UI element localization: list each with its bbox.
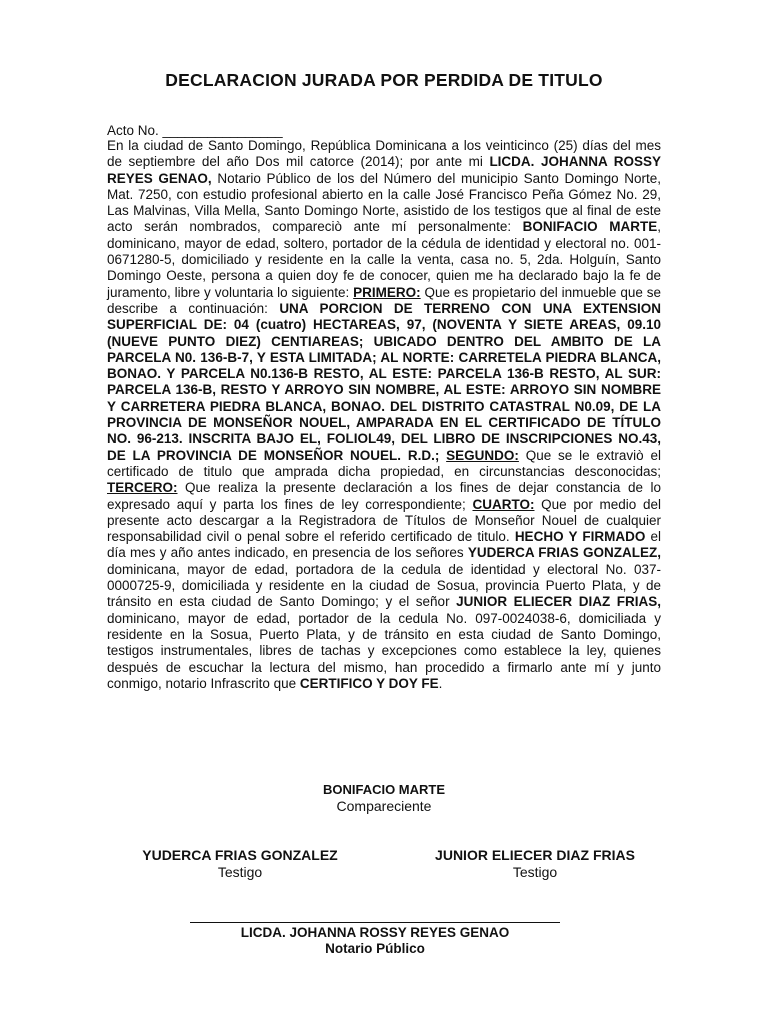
witness-1-name-inline: YUDERCA FRIAS GONZALEZ,	[467, 545, 661, 561]
signature-name: JUNIOR ELIECER DIAZ FRIAS	[435, 847, 635, 863]
body-text-segment: Notario Público de los del Número del municipio Santo Domingo Norte, Mat. 7250, con estudio profesional abierto en la calle José Francisco Peña Gómez No. 29, Las Malvinas, Villa Mella, Santo Domingo Norte, asistido de los testigos que al final de este acto serán nombrados, compareciò ante mí personalmente:	[107, 170, 661, 235]
document-title: DECLARACION JURADA POR PERDIDA DE TITULO	[165, 70, 603, 90]
signature-role: Compareciente	[336, 798, 432, 814]
clause-cuarto-heading: CUARTO:	[472, 496, 535, 512]
body-text-segment: el día mes y año antes indicado, en presencia de los señores	[107, 529, 661, 561]
signature-role: Testigo	[217, 864, 263, 880]
declaration-body	[107, 138, 661, 692]
signature-block-testigo-2	[395, 847, 675, 880]
body-text-segment: .	[438, 675, 443, 691]
notary-signature-line	[190, 922, 560, 923]
body-text-segment: Que se le extraviò el certificado de titulo que amprada dicha propiedad, en circunstancias desconocidas;	[107, 447, 661, 479]
hecho-firmado-phrase: HECHO Y FIRMADO	[514, 529, 646, 545]
body-text-segment: Que realiza la presente declaración a los fines de dejar constancia de lo expresado aquí y parta los fines de ley correspondiente;	[107, 480, 661, 512]
clause-tercero-heading: TERCERO:	[107, 480, 178, 496]
property-description: UNA PORCION DE TERRENO CON UNA EXTENSION SUPERFICIAL DE: 04 (cuatro) HECTAREAS, 97, (NOVENTA Y SIETE AREAS, 09.10 (NUEVE PUNTO DIEZ) CENTIAREAS; UBICADO DENTRO DEL AMBITO DE LA PARCELA N0. 136-B-7, Y ESTA LIMITADA; AL NORTE: CARRETELA PIEDRA BLANCA, BONAO. Y PARCELA N0.136-B RESTO, AL ESTE: PARCELA 136-B RESTO, AL SUR: PARCELA 136-B, RESTO Y ARROYO SIN NOMBRE, AL ESTE: ARROYO SIN NOMBRE Y CARRETERA PIEDRA BLANCA, BONAO. DEL DISTRITO CATASTRAL N0.09, DE LA PROVINCIA DE MONSEÑOR NOUEL, AMPARADA EN EL CERTIFICADO DE TÍTULO NO. 96-213. INSCRITA BAJO EL, FOLIOL49, DEL LIBRO DE INSCRIPCIONES NO.43, DE LA PROVINCIA DE MONSEÑOR NOUEL. R.D.;	[107, 300, 662, 463]
clause-segundo-heading: SEGUNDO:	[446, 447, 519, 463]
signature-role: Testigo	[512, 864, 558, 880]
witness-2-name-inline: JUNIOR ELIECER DIAZ FRIAS,	[456, 594, 661, 610]
signature-block-testigo-1	[100, 847, 380, 880]
signature-name: LICDA. JOHANNA ROSSY REYES GENAO	[240, 925, 510, 940]
body-text-segment: dominicana, mayor de edad, portadora de la cedula de identidad y electoral No. 037-0000725-9, domiciliada y residente en la ciudad de Sosua, provincia Puerto Plata, y de tránsito en esta ciudad de Santo Domingo; y el señor	[107, 561, 661, 610]
signature-role: Notario Público	[325, 941, 425, 956]
signature-block-notario	[0, 925, 750, 956]
signature-block-compareciente	[0, 782, 768, 814]
notary-name-inline: LICDA. JOHANNA ROSSY REYES GENAO,	[107, 154, 661, 186]
signature-name: BONIFACIO MARTE	[322, 782, 446, 797]
body-text-segment: Que por medio del presente acto descargar a la Registradora de Títulos de Monseñor Nouel de cualquier responsabilidad civil o penal sobre el referido certificado de titulo.	[107, 496, 661, 545]
body-text-segment: En la ciudad de Santo Domingo, República Dominicana a los veinticinco (25) días del mes de septiembre del año Dos mil catorce (2014); por ante mi	[107, 138, 661, 170]
body-text-segment: Que es propietario del inmueble que se describe a continuación:	[107, 284, 661, 316]
clause-primero-heading: PRIMERO:	[353, 284, 421, 300]
certification-phrase: CERTIFICO Y DOY FE	[299, 675, 439, 691]
body-text-segment: , dominicano, mayor de edad, soltero, portador de la cédula de identidad y electoral no. 001-0671280-5, domiciliado y residente en la calle la venta, casa no. 5, 2da. Holguín, Santo Domingo Oeste, persona a quien doy fe de conocer, quien me ha declarado bajo la fe de juramento, libre y voluntaria lo siguiente:	[107, 219, 661, 300]
declarant-name-inline: BONIFACIO MARTE	[522, 219, 658, 235]
body-text-segment: dominicano, mayor de edad, portador de la cedula No. 097-0024038-6, domiciliada y residente en la Sosua, Puerto Plata, y de tránsito en esta ciudad de Santo Domingo, testigos instrumentales, libres de tachas y excepciones como establece la ley, quienes despuės de escuchar la lectura del mismo, han procedido a firmarlo ante mí y junto conmigo, notario Infrascrito que	[107, 610, 661, 691]
acto-number-line: Acto No. ________________	[107, 123, 283, 138]
signature-name: YUDERCA FRIAS GONZALEZ	[142, 847, 338, 863]
